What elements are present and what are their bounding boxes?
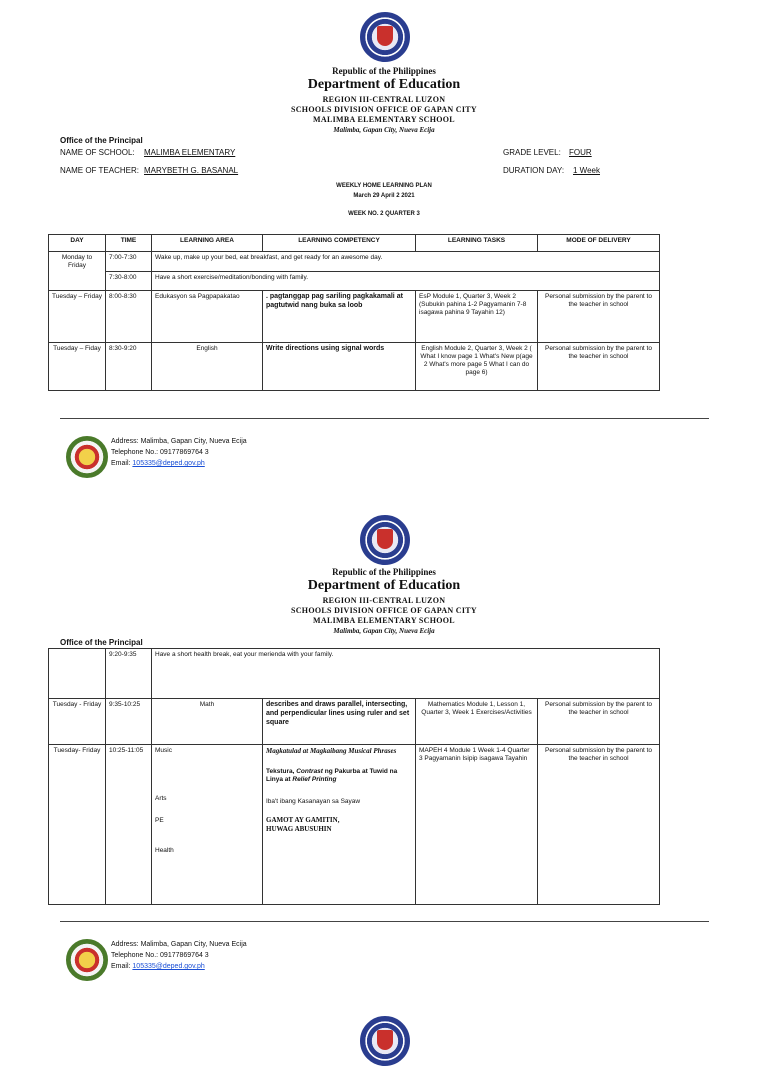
activity-cell: Have a short health break, eat your merienda with your family. xyxy=(152,649,660,699)
learning-plan-table-1 xyxy=(48,234,660,391)
tasks-cell: English Module 2, Quarter 3, Week 2 ( What I know page 1 What's New p(age 2 What's more page 5 What I can do page 6) xyxy=(416,343,538,391)
learning-area-cell: Math xyxy=(152,699,263,745)
duration-value: 1 Week xyxy=(573,166,600,175)
time-cell: 8:30-9:20 xyxy=(106,343,152,391)
area-pe: PE xyxy=(155,817,164,825)
teacher-name-label: NAME OF TEACHER: xyxy=(60,166,139,175)
division-line: SCHOOLS DIVISION OFFICE OF GAPAN CITY xyxy=(290,606,477,615)
table-row xyxy=(49,649,660,699)
day-cell xyxy=(49,649,106,699)
plan-week: WEEK NO. 2 QUARTER 3 xyxy=(348,211,420,217)
department-title: Department of Education xyxy=(307,578,461,593)
time-cell: 7:00-7:30 xyxy=(106,252,152,272)
office-label: Office of the Principal xyxy=(60,136,143,145)
competency-cell: . pagtanggap pag sariling pagkakamali at pagtutwid nang buka sa loob xyxy=(263,291,416,343)
header-learning-competency: LEARNING COMPETENCY xyxy=(263,235,416,252)
school-line: MALIMBA ELEMENTARY SCHOOL xyxy=(313,115,455,124)
deped-seal xyxy=(360,515,410,565)
grade-level-value: FOUR xyxy=(569,148,592,157)
footer-email-label: Email: xyxy=(111,963,131,970)
region-line: REGION III-CENTRAL LUZON xyxy=(322,596,446,605)
grade-level-label: GRADE LEVEL: xyxy=(503,148,561,157)
address-line: Malimba, Gapan City, Nueva Ecija xyxy=(333,627,435,635)
competency-arts: Tekstura, Contrast ng Pakurba at Tuwid na Linya at Relief Printing xyxy=(266,767,398,783)
competency-cell: describes and draws parallel, intersecting, and perpendicular lines using ruler and set square xyxy=(263,699,416,745)
time-cell: 9:20-9:35 xyxy=(106,649,152,699)
time-cell: 10:25-11:05 xyxy=(106,745,152,905)
school-name-value: MALIMBA ELEMENTARY xyxy=(144,148,236,157)
header-learning-area: LEARNING AREA xyxy=(152,235,263,252)
mode-cell: Personal submission by the parent to the teacher in school xyxy=(538,699,660,745)
area-music: Music xyxy=(155,747,172,754)
mode-cell: Personal submission by the parent to the teacher in school xyxy=(538,291,660,343)
footer-contact xyxy=(111,939,247,972)
activity-cell: Have a short exercise/meditation/bonding with family. xyxy=(152,272,660,291)
school-line: MALIMBA ELEMENTARY SCHOOL xyxy=(313,616,455,625)
day-cell: Tuesday- Friday xyxy=(49,745,106,905)
mode-cell: Personal submission by the parent to the teacher in school xyxy=(538,745,660,905)
footer-divider xyxy=(60,921,709,922)
duration-label: DURATION DAY: xyxy=(503,166,565,175)
tasks-cell: Mathematics Module 1, Lesson 1, Quarter 3, Week 1 Exercises/Activities xyxy=(416,699,538,745)
activity-cell: Wake up, make up your bed, eat breakfast, and get ready for an awesome day. xyxy=(152,252,660,272)
footer-email-label: Email: xyxy=(111,460,131,467)
time-cell: 8:00-8:30 xyxy=(106,291,152,343)
tasks-cell: EsP Module 1, Quarter 3, Week 2 (Subukin pahina 1-2 Pagyamanin 7-8 isagawa pahina 9 Tayahin 12) xyxy=(416,291,538,343)
day-cell: Tuesday - Friday xyxy=(49,699,106,745)
header-learning-tasks: LEARNING TASKS xyxy=(416,235,538,252)
day-cell: Monday to Friday xyxy=(49,252,106,291)
table-row xyxy=(49,252,660,272)
competency-pe: Iba't ibang Kasanayan sa Sayaw xyxy=(266,798,361,805)
learning-area-cell: English xyxy=(152,343,263,391)
school-logo-icon xyxy=(66,939,108,981)
competency-music: Magkatulad at Magkaibang Musical Phrases xyxy=(266,747,397,755)
department-title: Department of Education xyxy=(307,77,461,92)
time-cell: 9:35-10:25 xyxy=(106,699,152,745)
footer-email-row xyxy=(111,458,247,469)
table-row xyxy=(49,343,660,391)
school-name-label: NAME OF SCHOOL: xyxy=(60,148,135,157)
table-row xyxy=(49,699,660,745)
footer-telephone: Telephone No.: 09177869764 3 xyxy=(111,952,209,959)
table-row xyxy=(49,291,660,343)
day-cell: Tuesday – Fiday xyxy=(49,343,106,391)
learning-area-cell xyxy=(152,745,263,905)
footer-contact xyxy=(111,436,247,469)
teacher-name-value: MARYBETH G. BASANAL xyxy=(144,166,239,175)
deped-seal xyxy=(360,12,410,62)
footer-email-link[interactable]: 105335@deped.gov.ph xyxy=(132,460,205,467)
table-row xyxy=(49,745,660,905)
competency-cell: Write directions using signal words xyxy=(263,343,416,391)
footer-address: Address: Malimba, Gapan City, Nueva Ecija xyxy=(111,941,247,948)
school-logo-icon xyxy=(66,436,108,478)
footer-divider xyxy=(60,418,709,419)
day-cell: Tuesday – Friday xyxy=(49,291,106,343)
area-arts: Arts xyxy=(155,795,167,803)
tasks-cell: MAPEH 4 Module 1 Week 1-4 Quarter 3 Pagyamanin Isipip isagawa Tayahin xyxy=(416,745,538,905)
plan-dates: March 29 April 2 2021 xyxy=(353,193,415,199)
office-label: Office of the Principal xyxy=(60,638,143,647)
mode-cell: Personal submission by the parent to the teacher in school xyxy=(538,343,660,391)
table-row xyxy=(49,272,660,291)
footer-email-row xyxy=(111,961,247,972)
republic-line: Republic of the Philippines xyxy=(332,66,436,76)
competency-cell xyxy=(263,745,416,905)
footer-address: Address: Malimba, Gapan City, Nueva Ecija xyxy=(111,438,247,445)
competency-health: GAMOT AY GAMITIN, HUWAG ABUSUHIN xyxy=(266,816,340,833)
plan-title: WEEKLY HOME LEARNING PLAN xyxy=(336,183,432,189)
area-health: Health xyxy=(155,847,174,855)
table-header-row xyxy=(49,235,660,252)
header-day: DAY xyxy=(49,235,106,252)
header-time: TIME xyxy=(106,235,152,252)
footer-email-link[interactable]: 105335@deped.gov.ph xyxy=(132,963,205,970)
time-cell: 7:30-8:00 xyxy=(106,272,152,291)
footer-telephone: Telephone No.: 09177869764 3 xyxy=(111,449,209,456)
learning-plan-table-2 xyxy=(48,648,660,905)
learning-area-cell: Edukasyon sa Pagpapakatao xyxy=(152,291,263,343)
division-line: SCHOOLS DIVISION OFFICE OF GAPAN CITY xyxy=(290,105,477,114)
republic-line: Republic of the Philippines xyxy=(332,567,436,577)
header-mode-of-delivery: MODE OF DELIVERY xyxy=(538,235,660,252)
address-line: Malimba, Gapan City, Nueva Ecija xyxy=(333,126,435,134)
region-line: REGION III-CENTRAL LUZON xyxy=(322,95,446,104)
